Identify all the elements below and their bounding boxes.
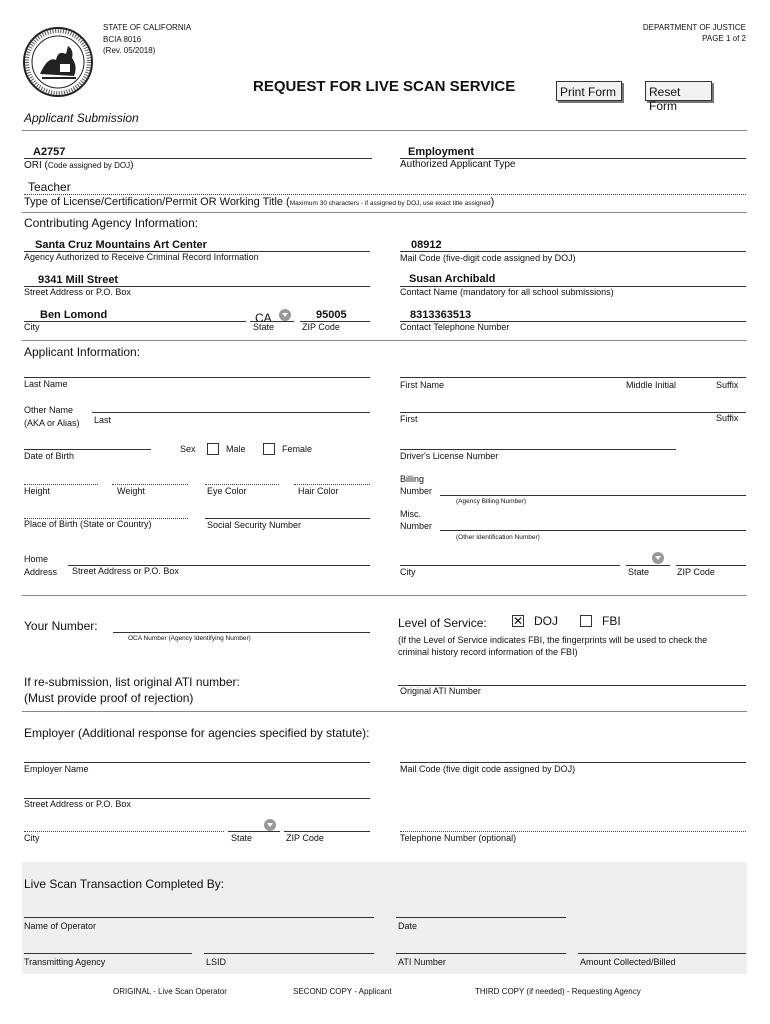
section-applicant-information: Applicant Information: (24, 345, 141, 359)
agency-state-value[interactable]: CA (255, 311, 272, 325)
billing-label-2: Number (400, 486, 433, 496)
billing-note: (Agency Billing Number) (456, 498, 527, 505)
ori-value[interactable]: A2757 (33, 146, 66, 158)
eye-color-label: Eye Color (207, 486, 247, 496)
home-city-label: City (400, 567, 416, 577)
home-label: Home (24, 554, 49, 564)
alias-first-label: First (400, 414, 418, 424)
employer-city-line (24, 831, 224, 832)
employer-mailcode-line (400, 762, 746, 763)
drivers-license-line (400, 449, 676, 450)
divider (22, 711, 747, 712)
ati-number-label: ATI Number (398, 957, 446, 967)
employer-phone-line (400, 831, 746, 832)
working-title-value[interactable]: Teacher (28, 180, 71, 194)
height-label: Height (24, 486, 51, 496)
home-state-line (626, 565, 670, 566)
agency-street-label: Street Address or P.O. Box (24, 287, 131, 297)
agency-name-label: Agency Authorized to Receive Criminal Record Information (24, 252, 259, 262)
home-state-label: State (628, 567, 650, 577)
doj-checkbox[interactable] (512, 615, 524, 627)
employer-zip-label: ZIP Code (286, 833, 324, 843)
employer-name-label: Employer Name (24, 764, 89, 774)
aka-label: (AKA or Alias) (24, 418, 80, 428)
first-name-label: First Name (400, 380, 445, 390)
agency-zip-label: ZIP Code (302, 322, 340, 332)
divider (22, 212, 747, 213)
state-dropdown-icon[interactable] (652, 552, 664, 564)
misc-label-1: Misc. (400, 509, 421, 519)
state-label: STATE OF CALIFORNIA (103, 23, 192, 32)
drivers-license-label: Driver's License Number (400, 451, 499, 461)
misc-note: (Other Identification Number) (456, 534, 540, 541)
employer-name-line (24, 762, 370, 763)
alias-last-label: Last (94, 415, 112, 425)
fbi-note-2: criminal history record information of the FBI) (398, 647, 578, 657)
employer-mailcode-label: Mail Code (five digit code assigned by DOJ) (400, 764, 576, 774)
your-number-label: Your Number: (24, 619, 98, 633)
divider (22, 595, 747, 596)
female-checkbox[interactable] (263, 443, 275, 455)
eye-color-line (205, 484, 279, 485)
oca-note: OCA Number (Agency Identifying Number) (128, 635, 251, 642)
ori-line (24, 158, 372, 159)
doj-seal (22, 26, 94, 98)
date-label: Date (398, 921, 418, 931)
resubmission-label-2: (Must provide proof of rejection) (24, 691, 194, 705)
working-title-label (24, 196, 494, 208)
section-contributing-agency: Contributing Agency Information: (24, 216, 199, 230)
date-line (396, 917, 566, 918)
mail-code-value[interactable]: 08912 (411, 239, 442, 251)
misc-line (440, 530, 746, 531)
home-street-label: Street Address or P.O. Box (72, 566, 179, 576)
employer-state-line (228, 831, 280, 832)
home-city-line (400, 565, 620, 566)
billing-label-1: Billing (400, 474, 425, 484)
hair-color-label: Hair Color (298, 486, 339, 496)
home-zip-label: ZIP Code (677, 567, 715, 577)
alias-first-line (400, 412, 746, 413)
operator-label: Name of Operator (24, 921, 97, 931)
agency-line (24, 953, 192, 954)
working-title-line (24, 194, 746, 195)
home-zip-line (676, 565, 746, 566)
ori-label (24, 160, 134, 171)
mail-code-label: Mail Code (five-digit code assigned by DOJ) (400, 253, 576, 263)
footer-third: THIRD COPY (if needed) - Requesting Agency (475, 987, 641, 996)
form-number: BCIA 8016 (103, 35, 142, 44)
original-ati-label: Original ATI Number (400, 686, 481, 696)
check-mark-icon: ✕ (513, 614, 524, 628)
doj-label: DOJ (534, 614, 558, 628)
hair-color-line (294, 484, 370, 485)
employer-street-label: Street Address or P.O. Box (24, 799, 131, 809)
sex-label: Sex (180, 444, 196, 454)
page-number: PAGE 1 of 2 (702, 34, 746, 43)
dob-label: Date of Birth (24, 451, 75, 461)
employer-phone-label: Telephone Number (optional) (400, 833, 517, 843)
first-name-line (400, 377, 746, 378)
suffix-label: Suffix (716, 380, 739, 390)
resubmission-label-1: If re-submission, list original ATI number: (24, 675, 240, 689)
contact-name-label: Contact Name (mandatory for all school submissions) (400, 287, 614, 297)
agency-city-value[interactable]: Ben Lomond (40, 309, 108, 321)
employer-zip-line (284, 831, 370, 832)
applicant-type-value[interactable]: Employment (408, 146, 475, 158)
operator-line (24, 917, 374, 918)
alias-suffix-label: Suffix (716, 413, 739, 423)
weight-label: Weight (117, 486, 145, 496)
reset-form-button[interactable]: Reset Form (645, 81, 712, 101)
agency-street-value[interactable]: 9341 Mill Street (38, 274, 119, 286)
agency-state-label: State (253, 322, 275, 332)
oca-line (113, 632, 370, 633)
divider (22, 340, 747, 341)
divider (22, 130, 747, 131)
form-title: REQUEST FOR LIVE SCAN SERVICE (253, 78, 516, 95)
state-dropdown-icon[interactable] (279, 309, 291, 321)
alias-last-line (92, 412, 370, 413)
ati-number-line (396, 953, 566, 954)
working-title-label-text: Type of License/Certification/Permit OR Working Title ( (24, 196, 290, 208)
section-employer: Employer (Additional response for agencies specified by statute): (24, 726, 370, 740)
contact-phone-label: Contact Telephone Number (400, 322, 510, 332)
agency-zip-value[interactable]: 95005 (316, 309, 347, 321)
employer-state-label: State (231, 833, 253, 843)
mail-code-line (400, 251, 746, 252)
print-form-button[interactable]: Print Form (556, 81, 622, 101)
working-title-label-close: ) (490, 196, 495, 208)
contact-phone-value[interactable]: 8313363513 (410, 309, 472, 321)
other-name-label: Other Name (24, 405, 74, 415)
misc-label-2: Number (400, 521, 433, 531)
footer-original: ORIGINAL - Live Scan Operator (113, 987, 227, 996)
revision: (Rev. 05/2018) (103, 46, 156, 55)
contact-name-value[interactable]: Susan Archibald (409, 273, 496, 285)
employer-city-label: City (24, 833, 40, 843)
working-title-note: Maximum 30 characters - if assigned by DOJ, use exact title assigned (289, 200, 491, 207)
transmitting-agency-label: Transmitting Agency (24, 957, 106, 967)
section-applicant-submission: Applicant Submission (24, 111, 139, 125)
weight-line (112, 484, 188, 485)
middle-initial-label: Middle Initial (626, 380, 677, 390)
ori-label-close: ) (130, 160, 134, 171)
address-label: Address (24, 567, 58, 577)
lsid-line (204, 953, 374, 954)
agency-name-value[interactable]: Santa Cruz Mountains Art Center (35, 239, 207, 251)
male-checkbox[interactable] (207, 443, 219, 455)
amount-label: Amount Collected/Billed (580, 957, 676, 967)
ori-note: Code assigned by DOJ (47, 161, 131, 170)
section-live-scan: Live Scan Transaction Completed By: (24, 877, 225, 891)
footer-second: SECOND COPY - Applicant (293, 987, 392, 996)
state-dropdown-icon[interactable] (264, 819, 276, 831)
fbi-label: FBI (602, 614, 621, 628)
lsid-label: LSID (206, 957, 227, 967)
ori-label-text: ORI ( (24, 160, 48, 171)
last-name-line (24, 377, 370, 378)
fbi-note-1: (If the Level of Service indicates FBI, the fingerprints will be used to check the (398, 635, 708, 645)
ssn-label: Social Security Number (207, 520, 302, 530)
height-line (24, 484, 98, 485)
male-label: Male (226, 444, 246, 454)
level-of-service-label: Level of Service: (398, 616, 487, 630)
agency-city-label: City (24, 322, 40, 332)
last-name-label: Last Name (24, 379, 68, 389)
ssn-line (205, 518, 370, 519)
applicant-type-label: Authorized Applicant Type (400, 159, 516, 170)
dob-line (24, 449, 151, 450)
fbi-checkbox[interactable] (580, 615, 592, 627)
amount-line (578, 953, 746, 954)
department-label: DEPARTMENT OF JUSTICE (642, 23, 746, 32)
agency-city-line (24, 321, 246, 322)
female-label: Female (282, 444, 313, 454)
billing-line (440, 495, 746, 496)
place-of-birth-label: Place of Birth (State or Country) (24, 519, 152, 529)
